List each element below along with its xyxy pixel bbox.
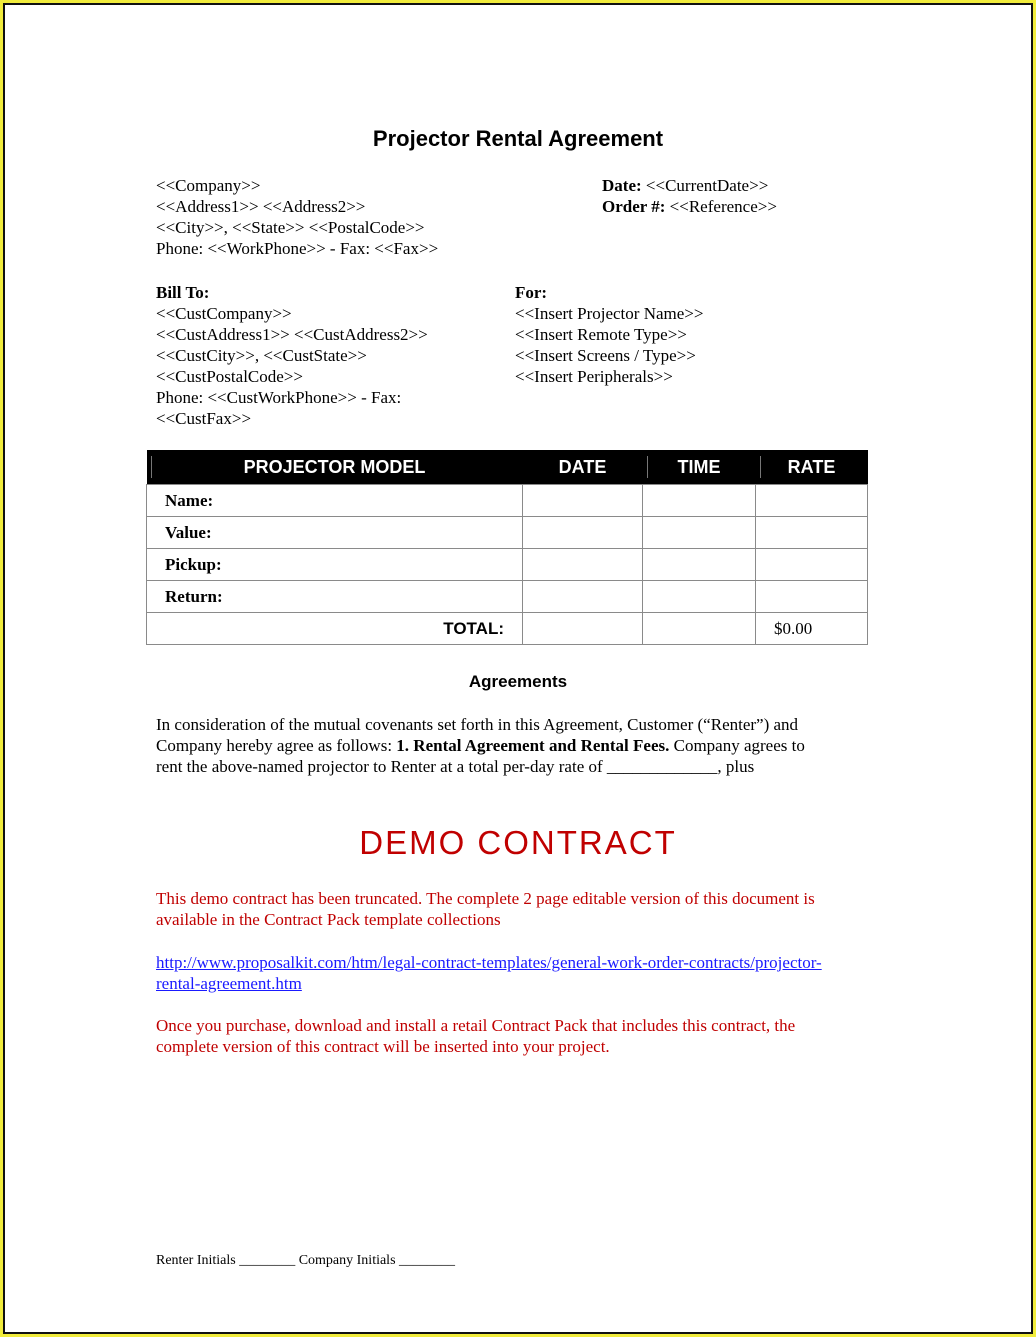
company-address: <<Address1>> <<Address2>> bbox=[156, 197, 366, 216]
date-cell[interactable] bbox=[523, 549, 643, 581]
company-phone-line: Phone: <<WorkPhone>> - Fax: <<Fax>> bbox=[156, 239, 439, 258]
agreements-heading: Agreements bbox=[468, 672, 568, 691]
company-city-line: <<City>>, <<State>> <<PostalCode>> bbox=[156, 218, 425, 237]
agreements-line: rent the above-named projector to Renter at a total per-day rate of _____________, plus bbox=[156, 757, 755, 776]
row-label-name: Name: bbox=[147, 485, 523, 517]
date-value: <<CurrentDate>> bbox=[641, 176, 769, 195]
for-line: <<Insert Peripherals>> bbox=[515, 367, 673, 386]
initials-footer: Renter Initials ________ Company Initials ________ bbox=[156, 1253, 456, 1268]
bill-to-line: <<CustFax>> bbox=[156, 409, 252, 428]
bill-to-label: Bill To: bbox=[156, 283, 210, 302]
demo-notice-line: This demo contract has been truncated. The complete 2 page editable version of this document is bbox=[156, 889, 815, 908]
bill-to-line: <<CustCompany>> bbox=[156, 304, 292, 323]
for-line: <<Insert Projector Name>> bbox=[515, 304, 704, 323]
agreements-line: In consideration of the mutual covenants set forth in this Agreement, Customer (“Renter”) and bbox=[156, 715, 799, 734]
header-projector-model: PROJECTOR MODEL bbox=[147, 450, 523, 485]
total-date-cell bbox=[523, 613, 643, 645]
for-line: <<Insert Remote Type>> bbox=[515, 325, 687, 344]
agreements-section-heading: 1. Rental Agreement and Rental Fees. bbox=[396, 736, 670, 755]
table-header-row bbox=[147, 450, 868, 485]
agreements-line bbox=[156, 735, 805, 756]
time-cell[interactable] bbox=[643, 485, 756, 517]
document-title: Projector Rental Agreement bbox=[372, 126, 664, 151]
demo-notice bbox=[156, 888, 815, 930]
agreements-line-end: Company agrees to bbox=[669, 736, 805, 755]
for-label: For: bbox=[515, 283, 548, 302]
order-label: Order #: bbox=[602, 197, 666, 216]
order-block bbox=[602, 175, 777, 217]
agreements-paragraph bbox=[156, 714, 805, 777]
header-date: DATE bbox=[523, 450, 643, 485]
bill-to-line: <<CustAddress1>> <<CustAddress2>> bbox=[156, 325, 428, 344]
purchase-notice-line: complete version of this contract will be inserted into your project. bbox=[156, 1037, 610, 1056]
contract-link-line[interactable]: http://www.proposalkit.com/htm/legal-contract-templates/general-work-order-contracts/projector- bbox=[156, 953, 822, 972]
total-value: $0.00 bbox=[756, 613, 868, 645]
time-cell[interactable] bbox=[643, 549, 756, 581]
agreements-line-start: Company hereby agree as follows: bbox=[156, 736, 397, 755]
demo-notice-line: available in the Contract Pack template collections bbox=[156, 910, 501, 929]
for-block bbox=[515, 282, 703, 387]
contract-link[interactable] bbox=[156, 952, 822, 994]
table-row bbox=[147, 517, 868, 549]
table-row bbox=[147, 549, 868, 581]
row-label-value: Value: bbox=[147, 517, 523, 549]
bill-to-line: <<CustCity>>, <<CustState>> bbox=[156, 346, 367, 365]
company-name: <<Company>> bbox=[156, 176, 261, 195]
rate-cell[interactable] bbox=[756, 549, 868, 581]
table-row bbox=[147, 485, 868, 517]
date-cell[interactable] bbox=[523, 581, 643, 613]
rate-cell[interactable] bbox=[756, 517, 868, 549]
demo-contract-title: DEMO CONTRACT bbox=[359, 824, 677, 861]
for-line: <<Insert Screens / Type>> bbox=[515, 346, 696, 365]
purchase-notice-line: Once you purchase, download and install a retail Contract Pack that includes this contract, the bbox=[156, 1016, 796, 1035]
total-time-cell bbox=[643, 613, 756, 645]
date-cell[interactable] bbox=[523, 485, 643, 517]
date-line bbox=[602, 175, 777, 196]
time-cell[interactable] bbox=[643, 517, 756, 549]
header-time: TIME bbox=[643, 450, 756, 485]
bill-to-block bbox=[156, 282, 428, 429]
bill-to-line: <<CustPostalCode>> bbox=[156, 367, 303, 386]
total-label: TOTAL: bbox=[147, 613, 523, 645]
header-rate: RATE bbox=[756, 450, 868, 485]
purchase-notice bbox=[156, 1015, 795, 1057]
rental-table bbox=[146, 450, 868, 645]
order-value: <<Reference>> bbox=[665, 197, 777, 216]
row-label-pickup: Pickup: bbox=[147, 549, 523, 581]
order-line bbox=[602, 196, 777, 217]
total-row bbox=[147, 613, 868, 645]
company-block bbox=[156, 175, 438, 259]
rate-cell[interactable] bbox=[756, 581, 868, 613]
date-cell[interactable] bbox=[523, 517, 643, 549]
contract-link-line[interactable]: rental-agreement.htm bbox=[156, 974, 302, 993]
bill-to-line: Phone: <<CustWorkPhone>> - Fax: bbox=[156, 388, 402, 407]
table-row bbox=[147, 581, 868, 613]
time-cell[interactable] bbox=[643, 581, 756, 613]
date-label: Date: bbox=[602, 176, 642, 195]
row-label-return: Return: bbox=[147, 581, 523, 613]
rate-cell[interactable] bbox=[756, 485, 868, 517]
